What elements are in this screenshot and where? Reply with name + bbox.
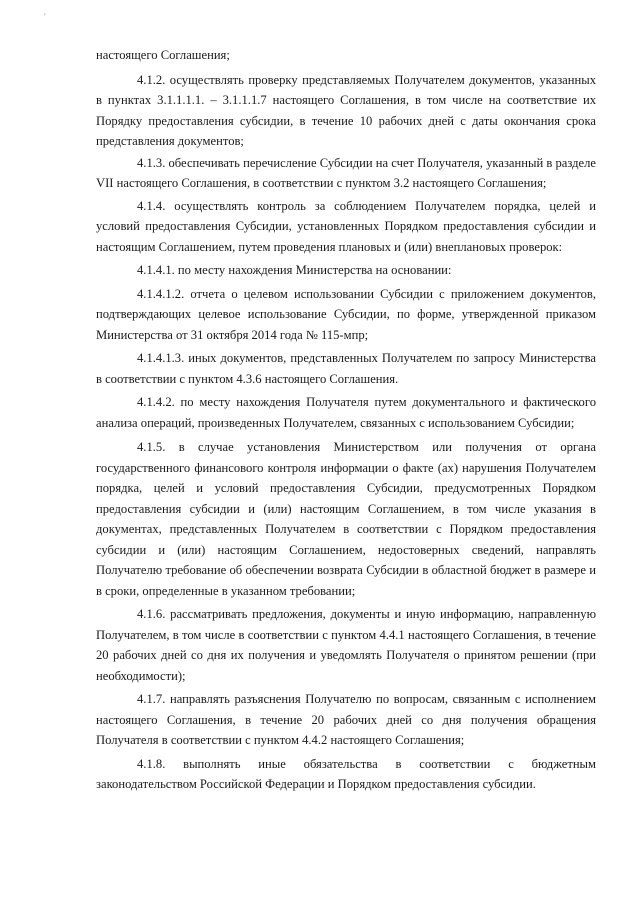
paragraph-4-1-4-1-2: 4.1.4.1.2. отчета о целевом использовании Субсидии с приложением документов, подтверждающих целевое использование Субсидии, по форме, утвержденной приказом Министерства от 31 октября 2014 года № 115-мпр; <box>96 286 596 342</box>
document-body <box>96 45 596 795</box>
paragraph-4-1-6: 4.1.6. рассматривать предложения, документы и иную информацию, направленную Получателем, в том числе в соответствии с пунктом 4.4.1 настоящего Соглашения, в течение 20 рабочих дней со дня их получения и уведомлять Получателя о принятом решении (при необходимости); <box>96 607 596 683</box>
paragraph-4-1-7: 4.1.7. направлять разъяснения Получателю по вопросам, связанным с исполнением настоящего Соглашения, в течение 20 рабочих дней со дня получения обращения Получателя в соответствии с пунктом 4.4.2 настоящего Соглашения; <box>96 692 596 747</box>
paragraph-4-1-4-1-3: 4.1.4.1.3. иных документов, представленных Получателем по запросу Министерства в соответствии с пунктом 4.3.6 настоящего Соглашения. <box>96 351 596 386</box>
paragraph-4-1-8: 4.1.8. выполнять иные обязательства в соответствии с бюджетным законодательством Российской Федерации и Порядком предоставления субсидии. <box>96 756 596 791</box>
paragraph-4-1-2: 4.1.2. осуществлять проверку представляемых Получателем документов, указанных в пунктах 3.1.1.1.1. – 3.1.1.1.7 настоящего Соглашения, в том числе на соответствие их Порядку предоставления субсидии, в течение 10 рабочих дней с даты окончания срока представления документов; <box>96 72 596 148</box>
paragraph-4-1-4: 4.1.4. осуществлять контроль за соблюдением Получателем порядка, целей и условий предоставления Субсидии, установленных Порядком предоставления субсидии и настоящим Соглашением, путем проведения плановых и (или) внеплановых проверок: <box>96 198 596 254</box>
paragraph-4-1-3: 4.1.3. обеспечивать перечисление Субсидии на счет Получателя, указанный в разделе VII настоящего Соглашения, в соответствии с пунктом 3.2 настоящего Соглашения; <box>96 155 596 190</box>
paragraph-4-1-4-1: 4.1.4.1. по месту нахождения Министерства на основании: <box>137 263 452 277</box>
corner-mark: ' <box>44 12 46 22</box>
paragraph-4-1-4-2: 4.1.4.2. по месту нахождения Получателя путем документального и фактического анализа операций, произведенных Получателем, связанных с использованием Субсидии; <box>96 395 596 430</box>
paragraph-continuation: настоящего Соглашения; <box>96 48 230 62</box>
paragraph-4-1-5: 4.1.5. в случае установления Министерством или получения от органа государственного финансового контроля информации о факте (ах) нарушения Получателем порядка, целей и условий предоставления Субсидии, предусмотренных Порядком предоставления субсидии и (или) настоящим Соглашением, в том числе указания в документах, представленных Получателем в соответствии с Порядком предоставления субсидии и (или) настоящим Соглашением, недостоверных сведений, направлять Получателю требование об обеспечении возврата Субсидии в областной бюджет в размере и в сроки, определенные в указанном требовании; <box>96 440 596 598</box>
